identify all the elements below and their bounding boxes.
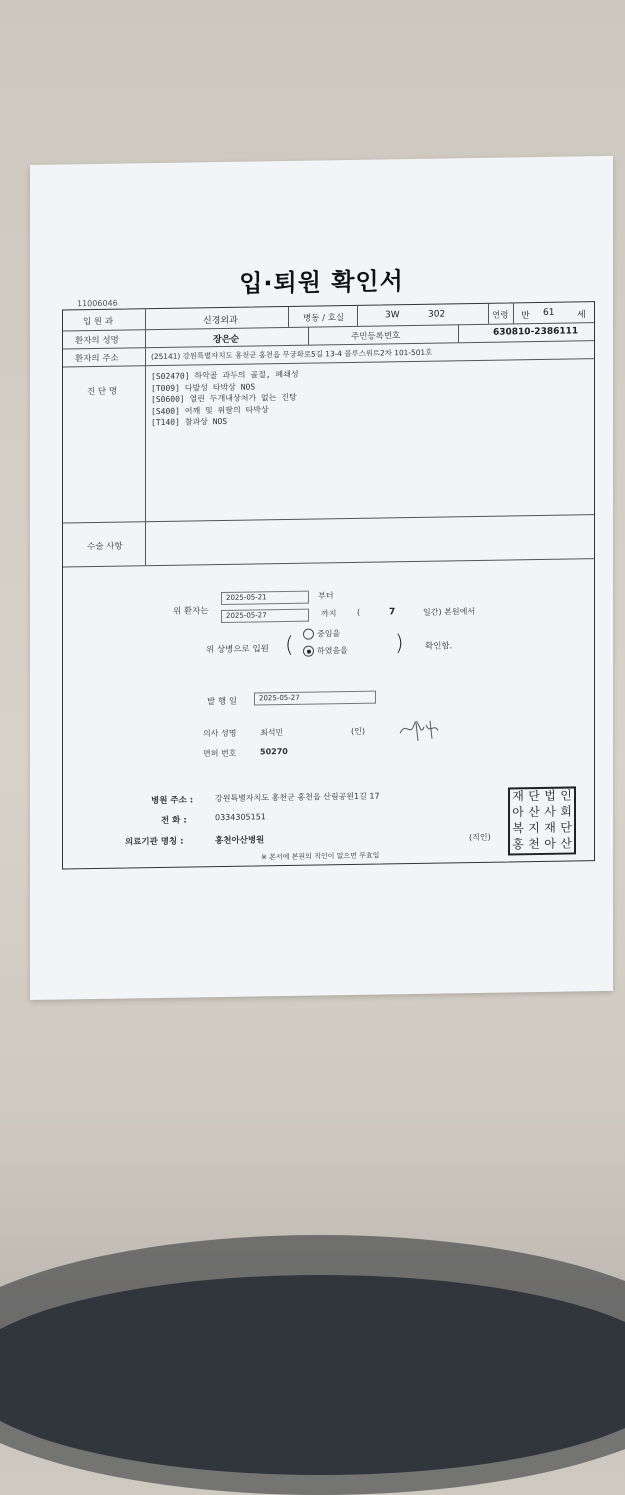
radio-inpatient: [303, 629, 314, 640]
rrn-label: 주민등록번호: [351, 331, 401, 342]
issue-date-label: 발 행 일: [207, 696, 238, 708]
stamp-char: 단: [560, 820, 572, 835]
stamp-char: 아: [544, 836, 556, 851]
close-bracket: ): [395, 631, 404, 657]
ward-label: 병동 / 호실: [303, 313, 345, 324]
certificate-paper: [30, 156, 613, 1000]
ward-value: 3W: [385, 310, 400, 321]
diagnosis-item: [S400] 어깨 및 위팔의 타박상: [151, 404, 269, 416]
row-divider: [63, 558, 594, 567]
rrn-value: 630810-2386111: [493, 326, 579, 338]
patient-name-value: 장은순: [213, 334, 240, 346]
phone-label: 전 화 :: [161, 815, 187, 826]
column-divider: [513, 303, 514, 323]
days-value: 7: [389, 607, 396, 618]
age-label: 연령: [492, 310, 509, 321]
stamp-char: 산: [560, 836, 572, 851]
diagnosis-item: [S02470] 하악골 과두의 골절, 폐쇄성: [151, 369, 299, 382]
column-divider: [458, 324, 459, 342]
from-label: 부터: [318, 591, 334, 601]
hospital-seal-stamp: [508, 786, 576, 855]
dept-label: 입 원 과: [83, 316, 114, 328]
to-label: 까지: [321, 609, 337, 619]
column-divider: [288, 307, 289, 327]
age-unit: 세: [577, 310, 586, 321]
stamp-char: 단: [528, 788, 540, 804]
option-2-label: 하였음을: [317, 646, 348, 656]
radio-discharged: [303, 646, 314, 657]
doctor-name: 최석민: [260, 728, 284, 738]
stamp-char: 복: [512, 821, 524, 836]
open-bracket: (: [285, 632, 294, 658]
hospital-name: 홍천아산병원: [215, 835, 265, 847]
option-discharged: [303, 645, 348, 657]
diagnosis-list: [151, 369, 299, 429]
stamp-char: 법: [544, 788, 556, 803]
address-label: 환자의 주소: [75, 353, 119, 365]
stamp-char: 재: [544, 820, 556, 835]
confirm-label: 확인함.: [425, 641, 453, 652]
stamp-char: 아: [512, 805, 524, 820]
diagnosis-item: [T140] 찰과상 NOS: [151, 416, 228, 428]
diagnosis-item: [S0600] 열린 두개내상처가 없는 진탕: [151, 392, 297, 405]
stamp-char: 회: [560, 804, 572, 819]
column-divider: [145, 309, 146, 565]
age-value: 61: [543, 307, 555, 318]
stamp-char: 재: [512, 789, 524, 804]
dept-value: 신경외과: [203, 315, 238, 327]
end-date-field: 2025-05-27: [221, 609, 309, 623]
option-inpatient: [303, 628, 340, 640]
column-divider: [357, 306, 358, 326]
days-label: 일간) 본원에서: [423, 607, 476, 617]
stamp-char: 지: [528, 820, 540, 836]
document-title: 입·퇴원 확인서: [239, 267, 404, 298]
address-value: (25141) 강원특별자치도 홍천군 홍천읍 무궁화로5길 13-4 블루스위트2차 101-501호: [151, 347, 433, 362]
patient-name-label: 환자의 성명: [75, 335, 119, 347]
row-divider: [63, 514, 594, 523]
hospital-address-label: 병원 주소 :: [151, 795, 194, 807]
surgery-label: 수술 사항: [87, 541, 123, 553]
row-divider: [63, 358, 594, 367]
form-frame: [62, 298, 595, 869]
doctor-signature: [396, 714, 444, 745]
hospital-phone: 0334305151: [215, 812, 266, 823]
stamp-char: 천: [528, 836, 540, 852]
stamp-char: 홍: [512, 837, 524, 852]
condition-label: 위 상병으로 입원: [206, 644, 269, 656]
option-1-label: 중임을: [317, 629, 341, 639]
column-divider: [488, 304, 489, 324]
diagnosis-item: [T009] 다발성 타박상 NOS: [151, 381, 256, 393]
validity-note: ※ 본서에 본원의 직인이 없으면 무효임: [261, 851, 380, 862]
start-date-field: 2025-05-21: [221, 591, 309, 605]
hospital-seal-label: (직인): [469, 832, 491, 843]
hospital-address: 강원특별자치도 홍천군 홍천읍 산림공원1길 17: [215, 791, 380, 804]
patient-label: 위 환자는: [173, 606, 209, 617]
license-label: 면허 번호: [203, 748, 237, 759]
stamp-char: 사: [544, 804, 556, 819]
document-number: 11006046: [77, 298, 118, 309]
issue-date-field: 2025-05-27: [254, 691, 376, 706]
stamp-char: 산: [528, 804, 540, 820]
open-paren: (: [357, 607, 361, 617]
hospital-name-label: 의료기관 명칭 :: [125, 836, 184, 848]
stamp-char: 인: [560, 788, 572, 803]
doctor-label: 의사 성명: [203, 728, 237, 739]
doctor-seal-label: (인): [351, 726, 365, 736]
age-prefix: 만: [521, 311, 530, 322]
diagnosis-label: 진 단 명: [87, 386, 118, 398]
floor-shadow-dark: [0, 1235, 625, 1495]
room-value: 302: [428, 309, 446, 320]
license-number: 50270: [260, 746, 288, 757]
column-divider: [308, 327, 309, 345]
